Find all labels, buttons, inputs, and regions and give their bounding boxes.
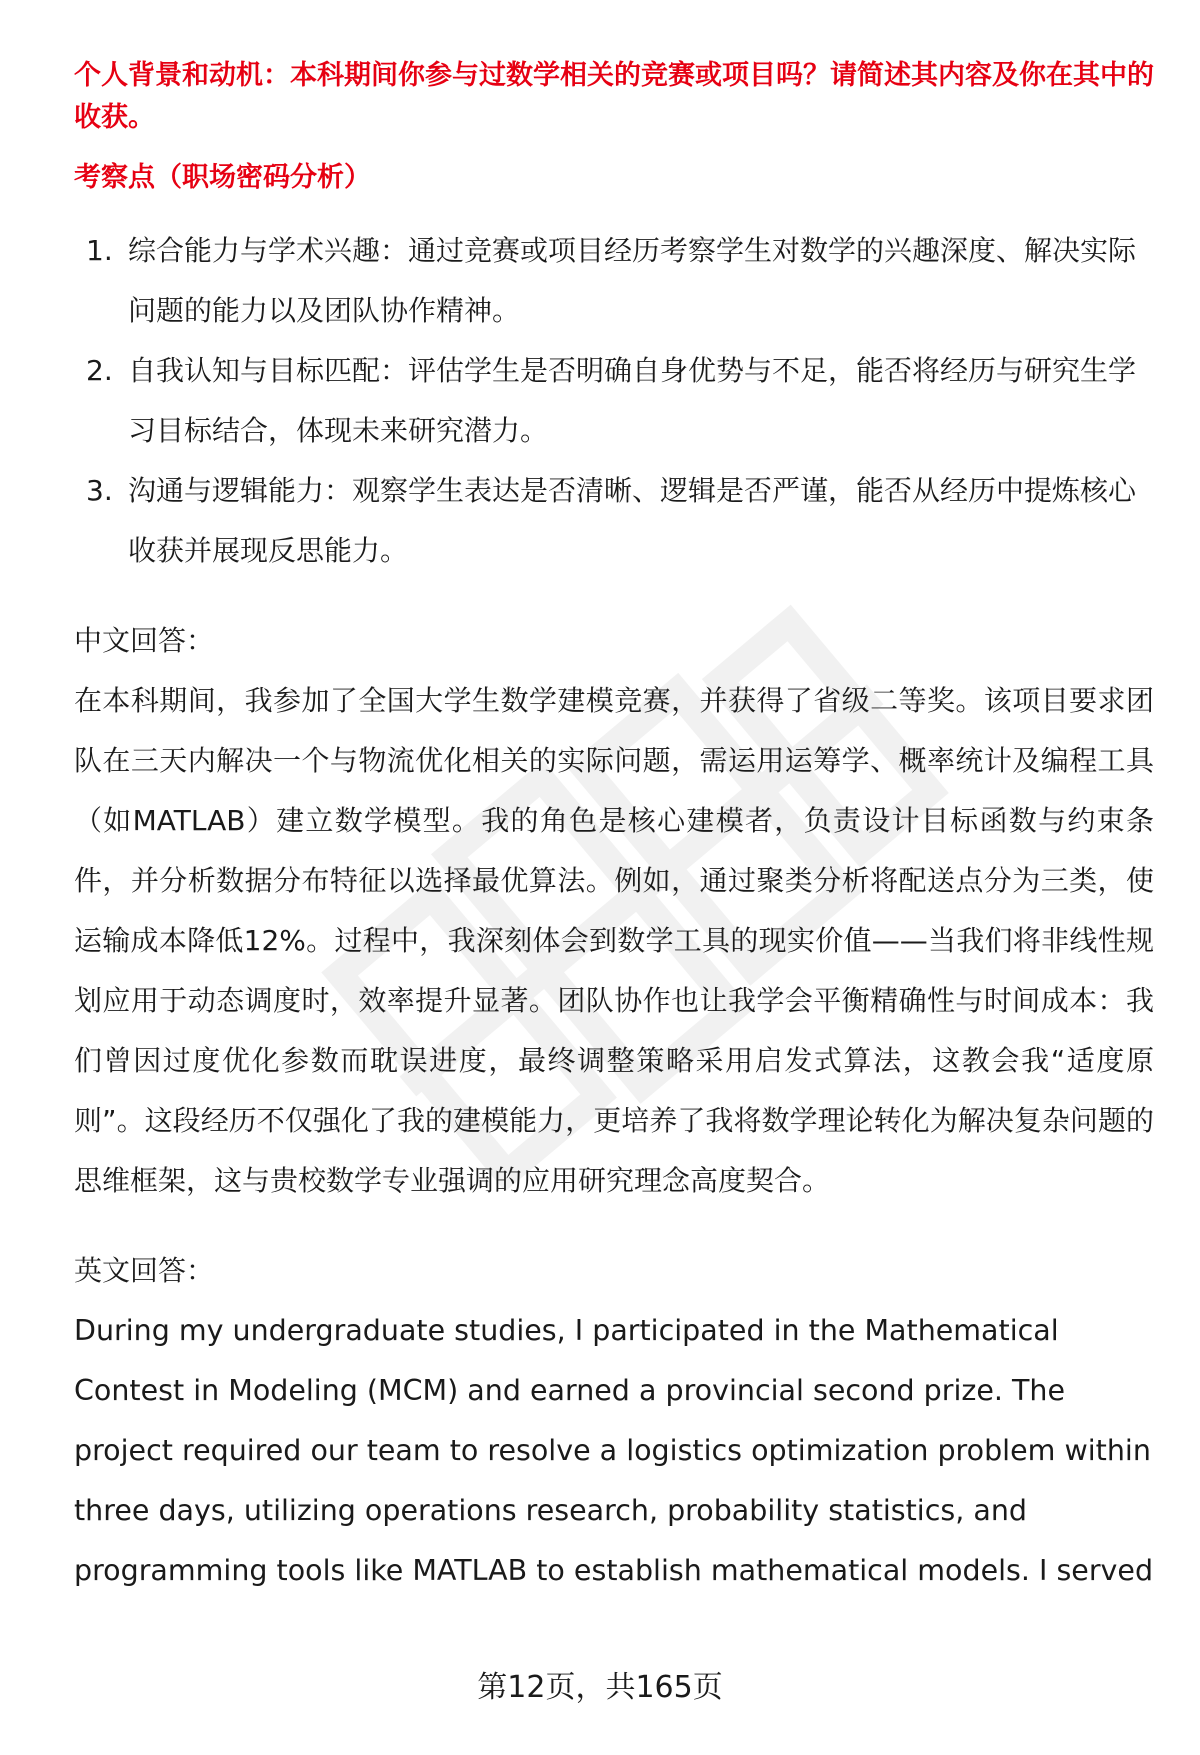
analysis-title: 考察点（职场密码分析） [74,162,371,193]
list-item-text: 综合能力与学术兴趣：通过竞赛或项目经历考察学生对数学的兴趣深度、解决实际问题的能力以及团队协作精神。 [128,234,1137,327]
english-answer-label: 英文回答： [74,1254,215,1287]
list-item-number: 2. [86,354,113,387]
list-item-number: 1. [86,234,113,267]
chinese-answer-label: 中文回答： [74,624,215,657]
list-item-text: 沟通与逻辑能力：观察学生表达是否清晰、逻辑是否严谨，能否从经历中提炼核心收获并展现反思能力。 [128,474,1137,567]
english-answer-text: During my undergraduate studies, I participated in the Mathematical Contest in Modeling (MCM) and earned a provincial second prize. The project required our team to resolve a logistics optimization problem within three days, utilizing operations research, probability statistics, and programming tools like MATLAB to establish mathematical models. I served [74,1314,1154,1587]
main-content [74,55,1154,1601]
analysis-points-list [74,221,1154,581]
list-item [74,341,1154,461]
list-item-text: 自我认知与目标匹配：评估学生是否明确自身优势与不足，能否将经历与研究生学习目标结合，体现未来研究潜力。 [128,354,1137,447]
question-heading: 个人背景和动机：本科期间你参与过数学相关的竞赛或项目吗？请简述其内容及你在其中的收获。 [74,60,1154,133]
list-item [74,461,1154,581]
page-number-footer: 第12页，共165页 [477,1670,723,1705]
chinese-answer-text: 在本科期间，我参加了全国大学生数学建模竞赛，并获得了省级二等奖。该项目要求团队在三天内解决一个与物流优化相关的实际问题，需运用运筹学、概率统计及编程工具（如MATLAB）建立数学模型。我的角色是核心建模者，负责设计目标函数与约束条件，并分析数据分布特征以选择最优算法。例如，通过聚类分析将配送点分为三类，使运输成本降低12%。过程中，我深刻体会到数学工具的现实价值——当我们将非线性规划应用于动态调度时，效率提升显著。团队协作也让我学会平衡精确性与时间成本：我们曾因过度优化参数而耽误进度，最终调整策略采用启发式算法，这教会我“适度原则”。这段经历不仅强化了我的建模能力，更培养了我将数学理论转化为解决复杂问题的思维框架，这与贵校数学专业强调的应用研究理念高度契合。 [74,684,1154,1197]
list-item-number: 3. [86,474,113,507]
list-item [74,221,1154,341]
